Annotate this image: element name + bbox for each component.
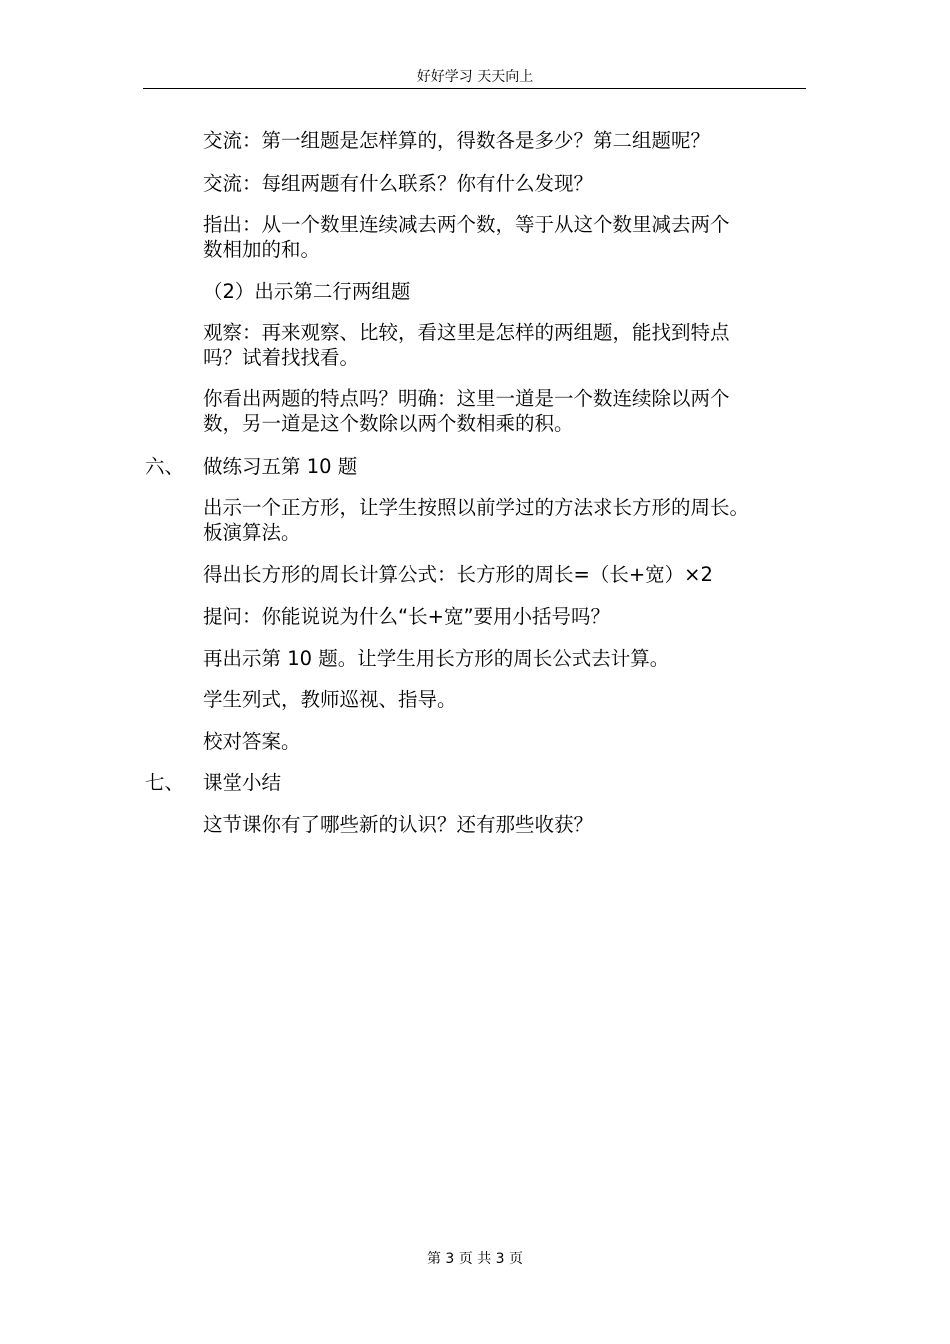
page-header: 好好学习 天天向上 [416,69,534,85]
paragraph-point-out [203,212,815,262]
paragraph-show-second-row [203,279,815,304]
text-line: （2）出示第二行两组题 [203,280,411,303]
text-line: 校对答案。 [203,730,301,753]
paragraph-exchange-relation [203,171,815,196]
text-line: 交流：第一组题是怎样算的，得数各是多少？第二组题呢？ [203,129,711,152]
paragraph-features [203,386,815,436]
section-number-six: 六、 [145,455,185,478]
text-line: 学生列式，教师巡视、指导。 [203,688,457,711]
text-line: 提问：你能说说为什么“长+宽”要用小括号吗？ [203,605,611,628]
paragraph-observe [203,320,815,370]
section-title-seven [203,770,815,795]
text-line: 这节课你有了哪些新的认识？还有那些收获？ [203,813,594,836]
section-number-seven: 七、 [145,771,185,794]
text-line: 课堂小结 [203,771,282,794]
text-line: 出示一个正方形，让学生按照以前学过的方法求长方形的周长。 [203,496,750,519]
paragraph-summary-question [203,812,815,837]
paragraph-show-exercise [203,646,815,671]
text-line: 再出示第 10 题。让学生用长方形的周长公式去计算。 [203,647,670,670]
text-line: 得出长方形的周长计算公式：长方形的周长=（长+宽）×2 [203,563,713,586]
text-line: 观察：再来观察、比较，看这里是怎样的两组题，能找到特点 [203,321,730,344]
text-line: 数，另一道是这个数除以两个数相乘的积。 [203,412,574,435]
paragraph-students-work [203,687,815,712]
paragraph-formula [203,562,815,587]
text-line: 吗？试着找找看。 [203,346,360,369]
header-divider [143,88,806,89]
paragraph-show-square [203,495,815,545]
paragraph-exchange-first-group [203,128,815,153]
text-line: 数相加的和。 [203,238,321,261]
text-line: 交流：每组两题有什么联系？你有什么发现？ [203,172,594,195]
page-footer: 第 3 页 共 3 页 [426,1251,524,1267]
text-line: 指出：从一个数里连续减去两个数，等于从这个数里减去两个 [203,213,730,236]
text-line: 你看出两题的特点吗？明确：这里一道是一个数连续除以两个 [203,387,730,410]
section-title-six [203,454,815,479]
paragraph-check-answers [203,729,815,754]
text-line: 板演算法。 [203,521,301,544]
paragraph-question-parentheses [203,604,815,629]
text-line: 做练习五第 10 题 [203,455,358,478]
